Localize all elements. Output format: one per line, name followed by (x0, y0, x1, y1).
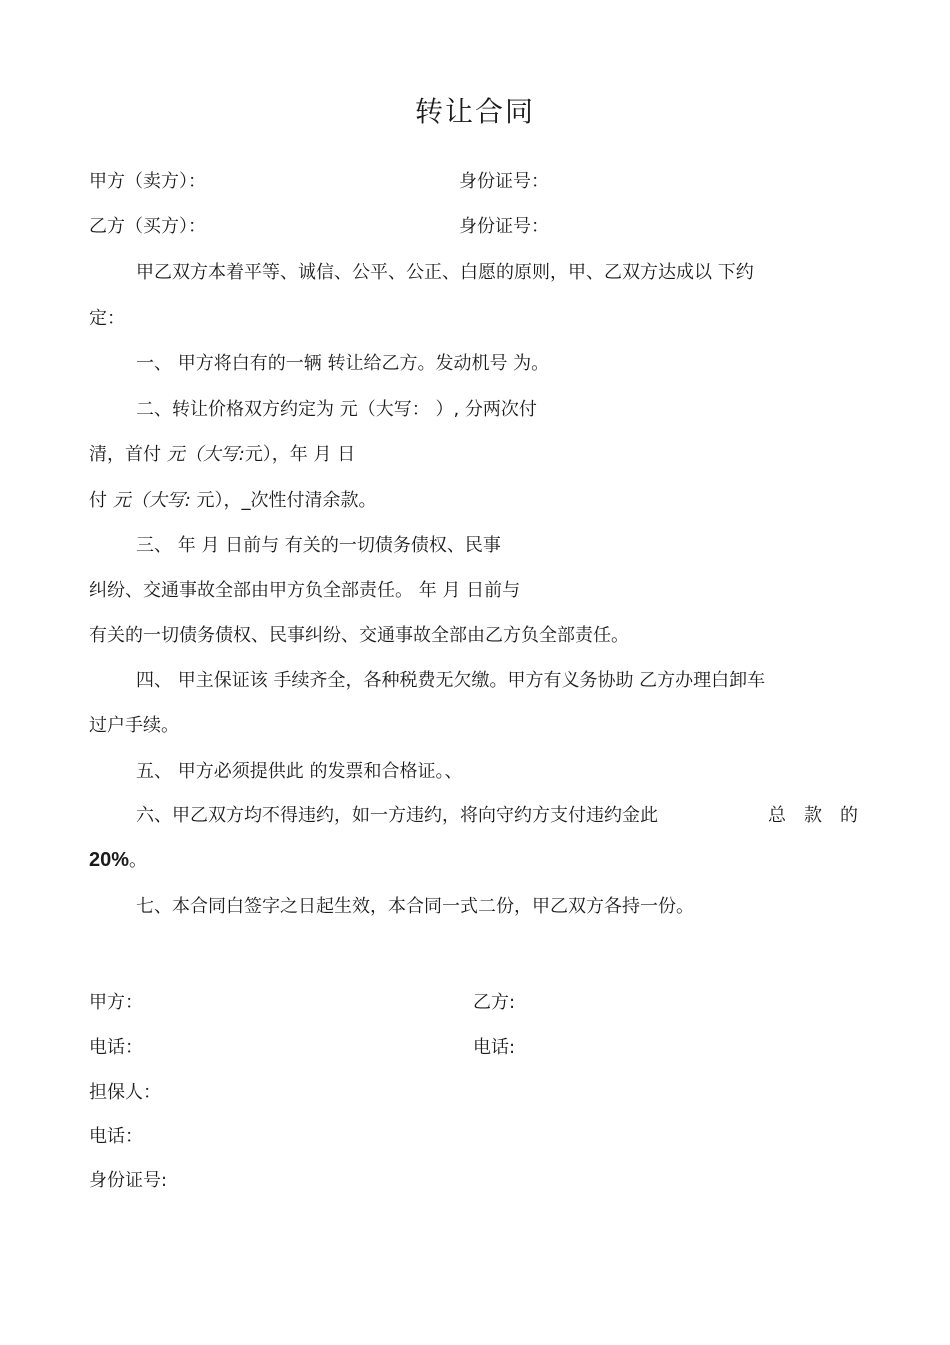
buyer-label: 乙方（买方）： (89, 216, 206, 237)
clause-2-line-2-a: 清，首付 (89, 444, 167, 465)
clause-6-word-of: 的 (840, 805, 858, 826)
clause-6-line-2 (89, 846, 147, 875)
clause-2-line-3 (89, 487, 377, 515)
clause-2-line-2 (89, 441, 355, 469)
intro-line-1: 甲乙双方本着平等、诚信、公平、公正、白愿的原则，甲、乙双方达成以 下约 (136, 262, 754, 283)
clause-6-line-2-tail: 。 (129, 850, 148, 871)
signature-phone-a-label: 电话： (89, 1037, 143, 1058)
seller-label: 甲方（卖方）： (89, 171, 206, 192)
clause-4-line-2: 过户手续。 (89, 715, 179, 736)
guarantor-id-label: 身份证号: (89, 1170, 168, 1191)
clause-2-line-3-b: 元），_次性付清余款。 (190, 490, 377, 511)
clause-1-line-1: 一、 甲方将白有的一辆 转让给乙方。发动机号 为。 (136, 353, 550, 374)
clause-2-line-3-italic: 元（大写: (112, 490, 191, 511)
signature-phone-b-label: 电话: (473, 1037, 516, 1058)
guarantor-phone-label: 电话： (89, 1126, 143, 1147)
clause-5-line-1: 五、 甲方必须提供此 的发票和合格证。、 (136, 761, 463, 782)
clause-2-line-2-italic: 元（大写: (166, 444, 245, 465)
clause-4-line-1: 四、 甲主保证该 手续齐全，各种税费无欠缴。甲方有义务协助 乙方办理白卸车 (136, 670, 766, 691)
clause-6-word-amount: 款 (804, 805, 822, 826)
clause-3-line-2: 纠纷、交通事故全部由甲方负全部责任。 年 月 日前与 (89, 580, 521, 601)
clause-7-line-1: 七、本合同白签字之日起生效，本合同一式二份，甲乙双方各持一份。 (136, 896, 694, 917)
signature-party-b-label: 乙方: (473, 992, 516, 1013)
penalty-percentage: 20% (89, 849, 130, 871)
clause-2-line-3-a: 付 (89, 490, 113, 511)
clause-6-word-total: 总 (768, 805, 786, 826)
signature-party-a-label: 甲方： (89, 992, 143, 1013)
clause-2-line-1: 二、转让价格双方约定为 元（大写： ）, 分两次付 (136, 399, 537, 420)
guarantor-label: 担保人： (89, 1082, 161, 1103)
buyer-id-label: 身份证号： (459, 216, 549, 237)
seller-id-label: 身份证号： (459, 171, 549, 192)
document-title: 转让合同 (414, 95, 535, 128)
intro-line-2: 定： (89, 308, 125, 329)
clause-6-line-1: 六、甲乙双方均不得违约，如一方违约，将向守约方支付违约金此 (136, 805, 658, 826)
clause-3-line-1: 三、 年 月 日前与 有关的一切债务债权、民事 (136, 535, 501, 556)
clause-2-line-2-b: 元），年 月 日 (244, 444, 356, 465)
clause-3-line-3: 有关的一切债务债权、民事纠纷、交通事故全部由乙方负全部责任。 (89, 625, 629, 646)
